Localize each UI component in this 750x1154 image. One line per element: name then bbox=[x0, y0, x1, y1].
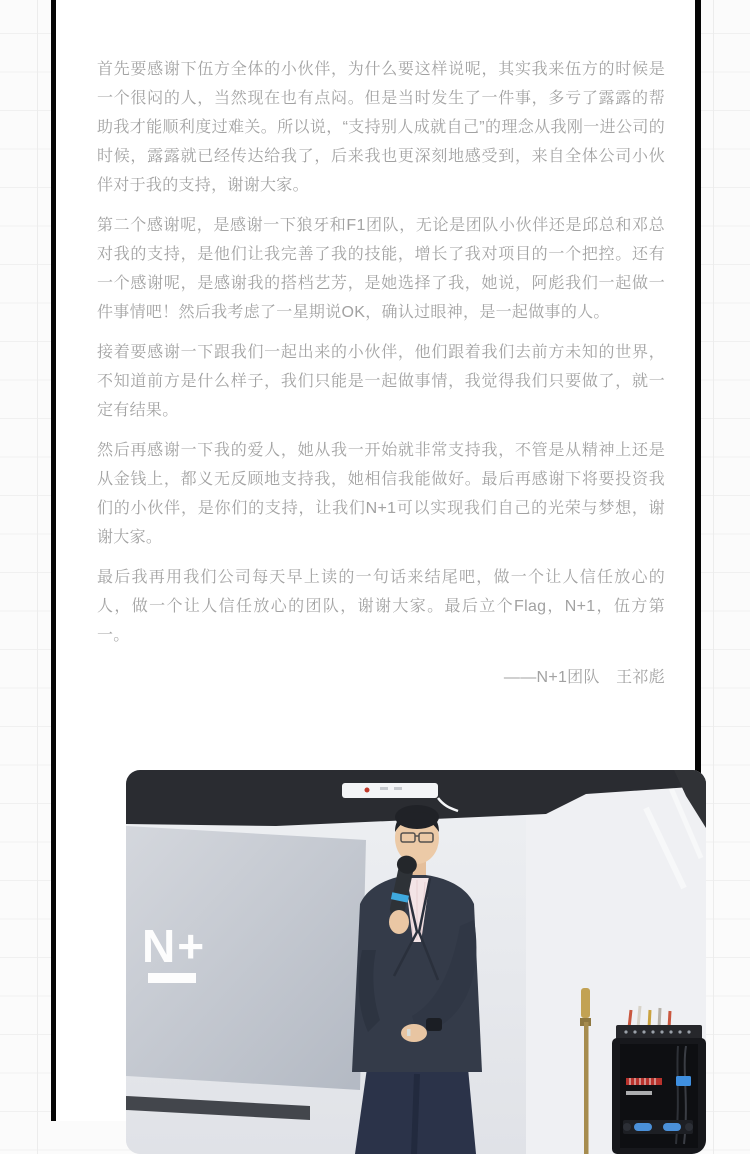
ring bbox=[407, 1029, 411, 1036]
paragraph-thanks-team: 第二个感谢呢，是感谢一下狼牙和F1团队，无论是团队小伙伴还是邱总和邓总对我的支持，是他们让我完善了我的技能，增长了我对项目的一个把控。还有一个感谢呢，是感谢我的搭档艺芳，是她选择了我，她说，阿彪我们一起做一件事情吧！然后我考虑了一星期说OK，确认过眼神，是一起做事的人。 bbox=[97, 217, 665, 321]
speech-photo[interactable] bbox=[126, 770, 706, 1154]
wristwatch bbox=[426, 1018, 442, 1031]
server-rack bbox=[612, 1006, 706, 1154]
hand bbox=[401, 1024, 427, 1042]
rack-blue-display bbox=[676, 1076, 691, 1086]
paragraph-thanks-family: 然后再感谢一下我的爱人，她从我一开始就非常支持我，不管是从精神上还是从金钱上，都义无反顾地支持我，她相信我能做好。最后再感谢下将要投资我们的小伙伴，是你们的支持，让我们N+1可以实现我们自己的光荣与梦想，谢谢大家。 bbox=[97, 442, 665, 546]
article-card bbox=[51, 0, 701, 1121]
paragraph-thanks-company: 首先要感谢下伍方全体的小伙伴，为什么要这样说呢，其实我来伍方的时候是一个很闷的人，当然现在也有点闷。但是当时发生了一件事，多亏了露露的帮助我才能顺利度过难关。所以说，“支持别人成就自己”的理念从我刚一进公司的时候，露露就已经传达给我了，后来我也更深刻地感受到，来自全体公司小伙伴对于我的支持，谢谢大家。 bbox=[97, 61, 665, 194]
mic-hand bbox=[389, 910, 409, 934]
logo-underline bbox=[148, 973, 196, 983]
rack-red-leds bbox=[626, 1078, 662, 1085]
signature: ——N+1团队 王祁彪 bbox=[503, 669, 665, 686]
article-content bbox=[56, 0, 695, 1154]
paragraph-closing: 最后我再用我们公司每天早上读的一句话来结尾吧，做一个让人信任放心的人，做一个让人信任放心的团队，谢谢大家。最后立个Flag，N+1，伍方第一。 bbox=[97, 569, 665, 644]
paragraph-thanks-partners: 接着要感谢一下跟我们一起出来的小伙伴，他们跟着我们去前方未知的世界，不知道前方是什么样子，我们只能是一起做事情，我觉得我们只要做了，就一定有结果。 bbox=[97, 344, 665, 419]
photo-illustration bbox=[126, 770, 706, 1154]
n-plus-logo-text: N+ bbox=[142, 920, 207, 972]
